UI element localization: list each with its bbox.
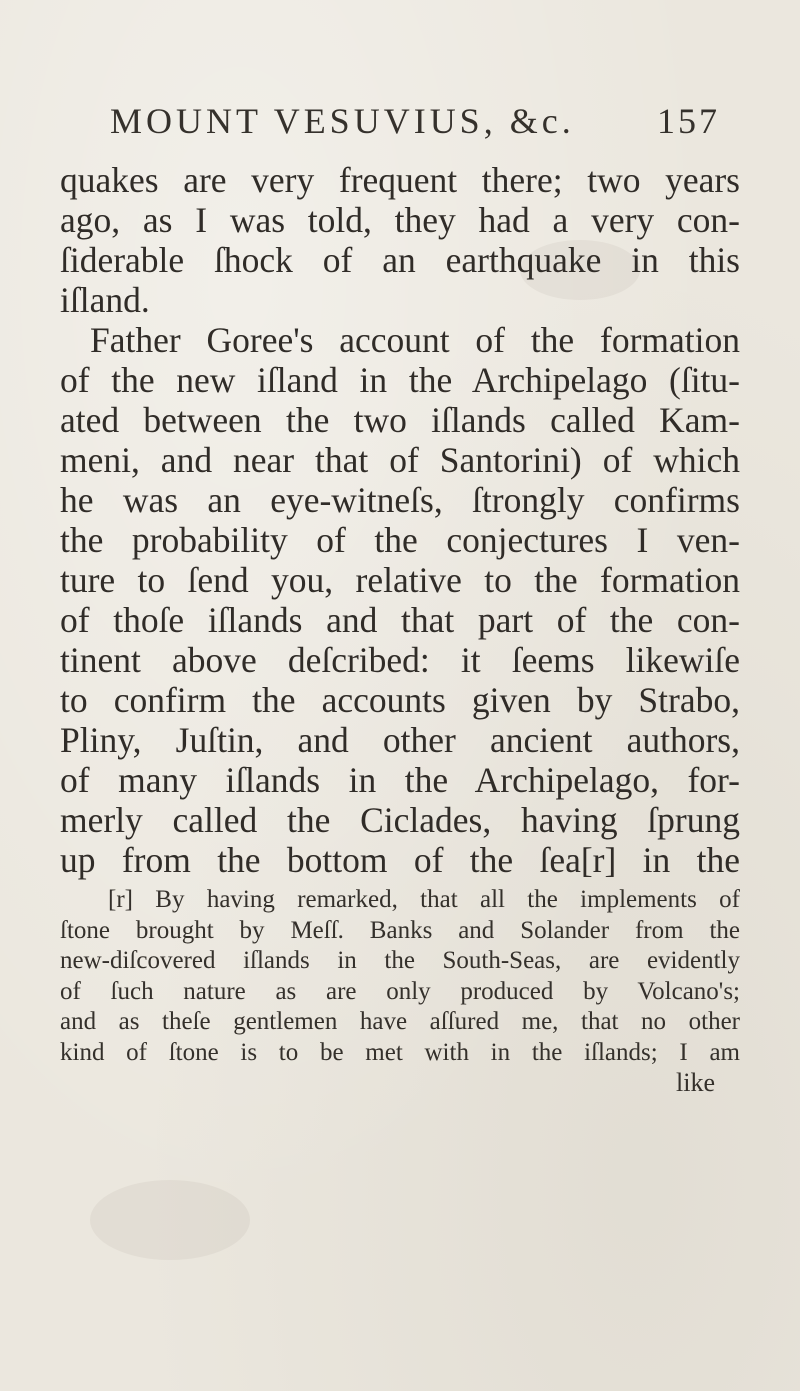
text-line: Father Goree's account of the formation bbox=[90, 320, 740, 360]
footnote-line: kind of ſtone is to be met with in the iſlands; I am bbox=[60, 1038, 740, 1066]
text-line: he was an eye-witneſs, ſtrongly confirms bbox=[60, 480, 740, 520]
text-line: tinent above deſcribed: it ſeems likewiſe bbox=[60, 640, 740, 680]
footnote-line: of ſuch nature as are only produced by Volcano's; bbox=[60, 977, 740, 1005]
text-line: ago, as I was told, they had a very con- bbox=[60, 200, 740, 240]
footnote-line: [r] By having remarked, that all the implements of bbox=[108, 886, 740, 913]
catchword: like bbox=[676, 1068, 715, 1097]
text-line: Pliny, Juſtin, and other ancient authors, bbox=[60, 720, 740, 760]
body-text bbox=[60, 160, 740, 880]
text-line: of the new iſland in the Archipelago (ſitu- bbox=[60, 360, 740, 400]
page-number: 157 bbox=[657, 101, 720, 141]
footnote-line: ſtone brought by Meſſ. Banks and Solander from the bbox=[60, 916, 740, 944]
footnote-line: and as theſe gentlemen have aſſured me, that no other bbox=[60, 1008, 740, 1035]
text-line: iſland. bbox=[60, 280, 150, 320]
text-line: ture to ſend you, relative to the formation bbox=[60, 560, 740, 600]
text-line: of thoſe iſlands and that part of the con- bbox=[60, 600, 740, 640]
running-head bbox=[110, 100, 720, 144]
text-line: merly called the Ciclades, having ſprung bbox=[60, 800, 740, 840]
footnote bbox=[60, 885, 740, 1068]
text-line: up from the bottom of the ſea[r] in the bbox=[60, 840, 740, 880]
text-line: the probability of the conjectures I ven- bbox=[60, 520, 740, 560]
text-line: quakes are very frequent there; two years bbox=[60, 160, 740, 200]
footnote-line: new-diſcovered iſlands in the South-Seas, are evidently bbox=[60, 947, 740, 974]
running-title: MOUNT VESUVIUS, &c. bbox=[110, 101, 575, 141]
text-line: ſiderable ſhock of an earthquake in this bbox=[60, 240, 740, 280]
text-line: of many iſlands in the Archipelago, for- bbox=[60, 760, 740, 800]
text-line: ated between the two iſlands called Kam- bbox=[60, 400, 740, 440]
text-line: to confirm the accounts given by Strabo, bbox=[60, 680, 740, 720]
paper-stain bbox=[90, 1180, 250, 1260]
text-line: meni, and near that of Santorini) of which bbox=[60, 440, 740, 480]
